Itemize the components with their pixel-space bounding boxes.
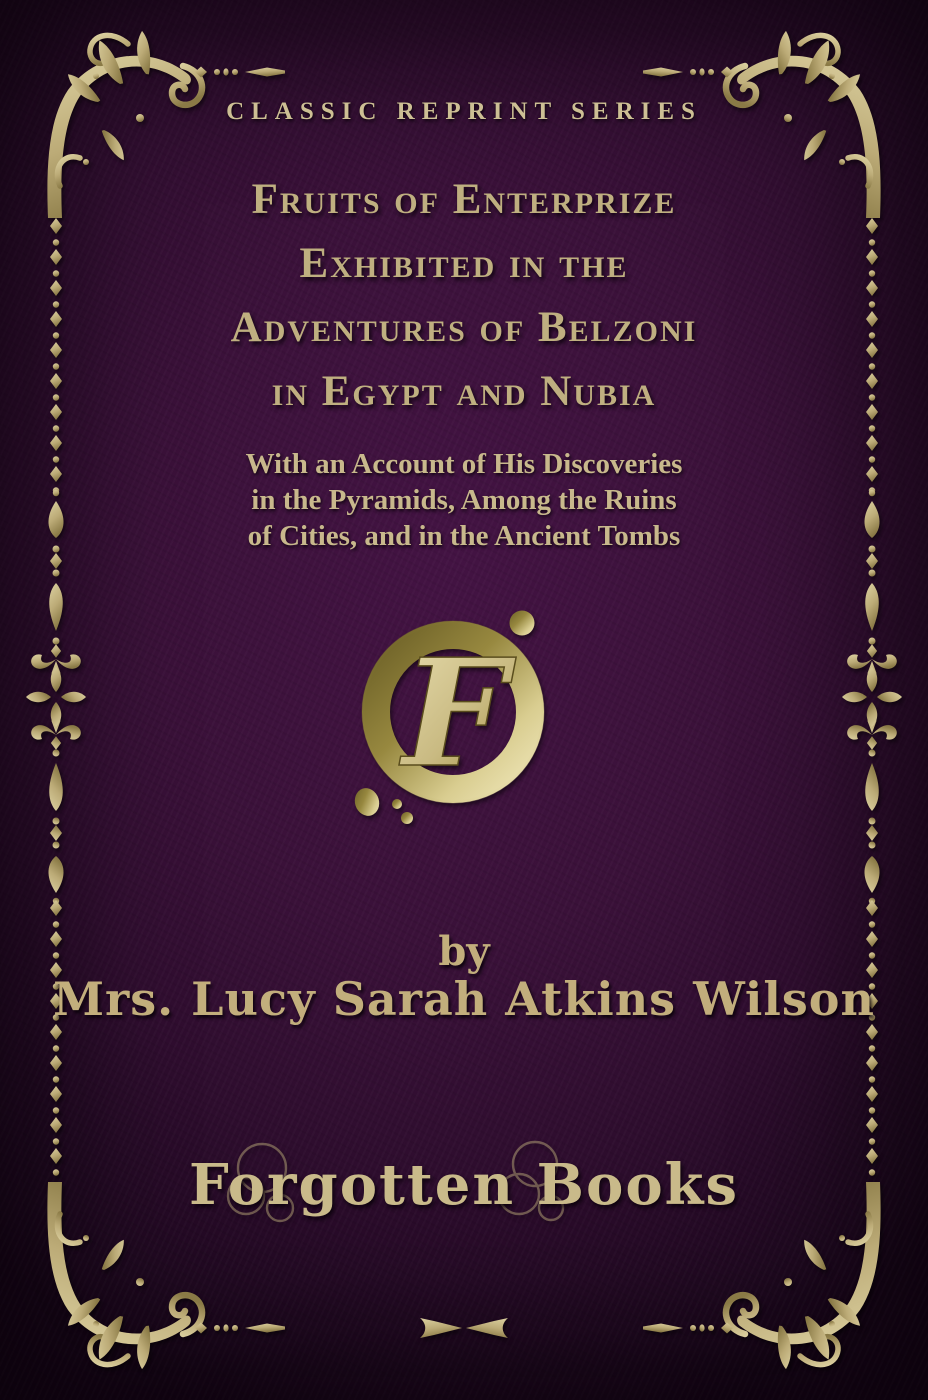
author-name: Mrs. Lucy Sarah Atkins Wilson (53, 972, 875, 1026)
book-subtitle (0, 446, 928, 554)
title-line: Exhibited in the (299, 240, 629, 287)
subtitle-line: in the Pyramids, Among the Ruins (251, 484, 677, 516)
title-line: in Egypt and Nubia (271, 368, 657, 415)
byline-label: by (438, 928, 490, 975)
top-border-rule (195, 67, 733, 78)
title-line: Adventures of Belzoni (230, 304, 698, 351)
subtitle-line: of Cities, and in the Ancient Tombs (247, 520, 681, 552)
book-title (0, 168, 928, 424)
publisher-wordmark: Forgotten Books (189, 1152, 739, 1218)
publisher-seal-icon (351, 611, 543, 825)
bottom-border-rule (195, 1318, 733, 1338)
series-label: CLASSIC REPRINT SERIES (226, 98, 702, 125)
title-line: Fruits of Enterprize (251, 176, 677, 223)
logo-monogram: F (402, 626, 508, 800)
subtitle-line: With an Account of His Discoveries (245, 448, 683, 480)
